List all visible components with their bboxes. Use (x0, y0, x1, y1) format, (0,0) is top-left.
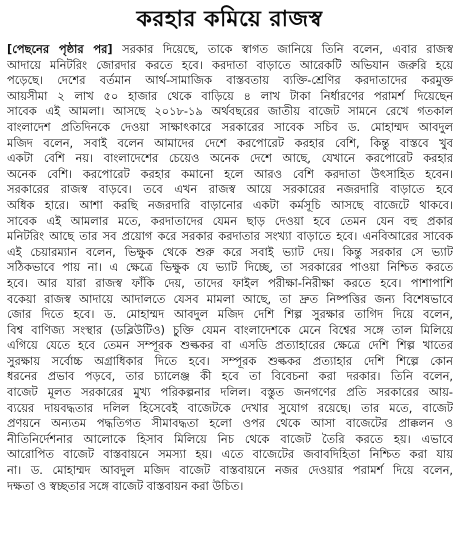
article-body (7, 42, 453, 534)
article-line: এগিয়ে যেতে হবে তেমন সম্পূরক শুল্ককর বা এসডি প্রত্যাহারের ক্ষেত্রে দেশি শিল্প খাতের (7, 338, 453, 353)
article-line: অনেক বেশি। করপোরেট করহার কমানো হলে আরও বেশি করদাতা উৎসাহিত হবেন। (7, 166, 453, 181)
article-line: সরকারের রাজস্ব বাড়বে। তবে এখন রাজস্ব আয়ে সরকারের নজরদারি বাড়াতে হবে (7, 182, 453, 197)
article-line: ব্যয়ের দায়বদ্ধতার দলিল হিসেবেই বাজেটকে দেখার সুযোগ রয়েছে। তার মতে, বাজেট (7, 400, 453, 415)
article-line: বকেয়া রাজস্ব আদায়ে আদালতে যেসব মামলা আছে, তা দ্রুত নিষ্পত্তির জন্য বিশেষভাবে (7, 291, 453, 306)
article-line: না। ড. মোহাম্মদ আবদুল মজিদ বাজেট বাস্তবায়নে নজর দেওয়ার পরামর্শ দিয়ে বলেন, (7, 463, 453, 478)
article-line: আদায়ে মনিটরিং জোরদার করতে হবে। করদাতা বাড়াতে আরেকটি অভিযান জরুরি হয়ে (7, 57, 453, 72)
article-line: দক্ষতা ও স্বচ্ছতার সঙ্গে বাজেট বাস্তবায়ন করা উচিত। (7, 478, 244, 493)
article-line: আরোপিত বাজেট বাস্তবায়নে সমস্যা হয়। এতে বাজেটের জবাবদিহিতা নিশ্চিত করা যায় (7, 447, 453, 462)
article-line: মজিদ বলেন, সবাই বলেন আমাদের দেশে করপোরেট করহার বেশি, কিন্তু বাস্তবে খুব (7, 135, 453, 150)
article-line: পড়েছে। দেশের বর্তমান আর্থ-সামাজিক বাস্তবতায় ব্যক্তি-শ্রেণির করদাতাদের করমুক্ত (7, 73, 453, 88)
article-line: বাংলাদেশ প্রতিদিনকে দেওয়া সাক্ষাৎকারে সরকারের সাবেক সচিব ড. মোহাম্মদ আবদুল (7, 119, 453, 134)
line-text: সরকার দিয়েছে, তাকে স্বাগত জানিয়ে তিনি বলেন, এবার রাজস্ব (122, 42, 453, 56)
article-line: হবে। আর যারা রাজস্ব ফাঁকি দেয়, তাদের ফাইল পরীক্ষা-নিরীক্ষা করতে হবে। পাশাপাশি (7, 275, 453, 290)
article-line: নীতিনির্দেশনার আলোকে হিসাব মিলিয়ে নিচ থেকে বাজেট তৈরি করতে হয়। এভাবে (7, 431, 453, 446)
article-line: বিশ্ব বাণিজ্য সংস্থার (ডব্লিউটিও) চুক্তি যেমন বাংলাদেশকে মেনে বিশ্বের সঙ্গে তাল মিলিয়ে (7, 322, 453, 337)
article-line: প্রণয়নে অন্যতম পদ্ধতিগত সীমাবদ্ধতা হলো ওপর থেকে আসা বাজেটের প্রাক্কলন ও (7, 416, 453, 431)
article-line: এই চেয়ারম্যান বলেন, ভিক্ষুক থেকে শুরু করে সবাই ভ্যাট দেয়। কিন্তু সরকার সে ভ্যাট (7, 244, 453, 259)
article-line: সুরক্ষায় সর্বোচ্চ অগ্রাধিকার দিতে হবে। সম্পূরক শুল্ককর প্রত্যাহার দেশি শিল্পে কোন (7, 353, 453, 368)
article-line: জোর দিতে হবে। ড. মোহাম্মদ আবদুল মজিদ দেশি শিল্প সুরক্ষার তাগিদ দিয়ে বলেন, (7, 307, 453, 322)
article-line: আয়সীমা ২ লাখ ৫০ হাজার থেকে বাড়িয়ে ৪ লাখ টাকা নির্ধারণের পরামর্শ দিয়েছেন (7, 88, 453, 103)
article-line: সাবেক এই আমলা। আসছে ২০১৮-১৯ অর্থবছরের জাতীয় বাজেট সামনে রেখে গতকাল (7, 104, 453, 119)
article-line: বাজেট মূলত সরকারের মুখ্য পরিকল্পনার দলিল। বস্তুত জনগণের প্রতি সরকারের আয়- (7, 385, 453, 400)
article-line: অধিক হারে। আশা করছি নজরদারি বাড়ানোর একটা কর্মসূচি আসছে বাজেটে থাকবে। (7, 197, 453, 212)
article-line: সাবেক এই আমলার মতে, করদাতাদের যেমন ছাড় দেওয়া হবে তেমন যেন বহু প্রকার (7, 213, 453, 228)
article-line: মনিটরিং আছে তার সব প্রয়োগ করে সরকার করদাতার সংখ্যা বাড়াতে হবে। এনবিআরের সাবেক (7, 229, 453, 244)
continued-from-marker: [পেছনের পৃষ্ঠার পর] (7, 42, 113, 56)
article-line (7, 42, 453, 58)
article-line: সঠিকভাবে পায় না। এ ক্ষেত্রে ভিক্ষুক যে ভ্যাট দিচ্ছে, তা সরকারের পাওয়া নিশ্চিত করতে (7, 260, 453, 275)
article-headline: করহার কমিয়ে রাজস্ব (136, 6, 323, 32)
article-line: একটা বেশি নয়। বাংলাদেশের চেয়েও অনেক দেশে আছে, যেখানে করপোরেট করহার (7, 151, 453, 166)
article-line: ধরনের প্রভাব পড়বে, তার চ্যালেঞ্জ কী হবে তা বিবেচনা করা দরকার। তিনি বলেন, (7, 369, 453, 384)
